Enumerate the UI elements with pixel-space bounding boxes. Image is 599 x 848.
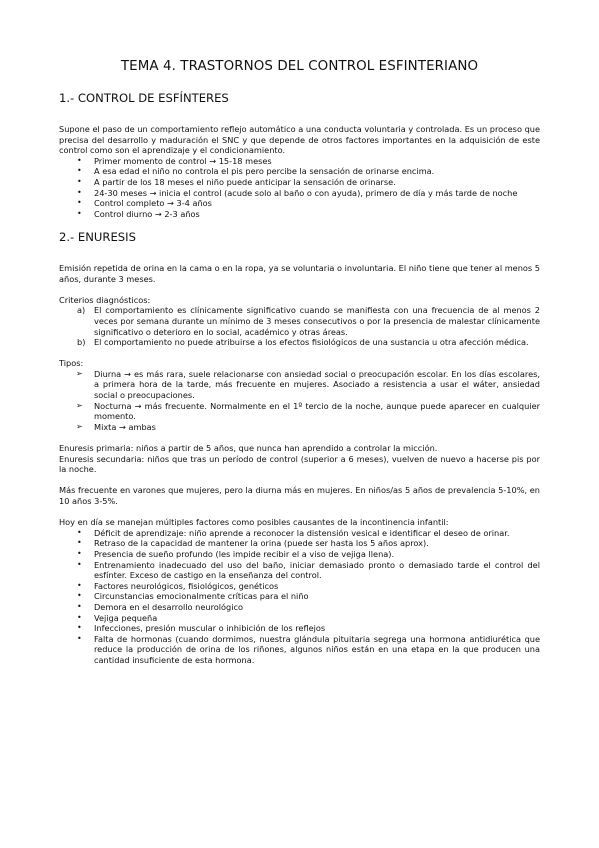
factors-intro: Hoy en día se manejan múltiples factores como posibles causantes de la incontinencia infantil: [59,517,449,528]
list-item: b) El comportamiento no puede atribuirse a los efectos fisiológicos de una sustancia u otra afección médica. [77,337,529,348]
bullet-marker: • [77,580,82,590]
section2-intro: Emisión repetida de orina en la cama o en la ropa, ya se voluntaria o involuntaria. El niño tiene que tener al menos 5 años, durante 3 meses. [59,262,540,284]
list-item: • Déficit de aprendizaje: niño aprende a reconocer la distensión vesical e identificar el deseo de orinar. [77,527,510,538]
list-item: • Control diurno → 2-3 años [77,208,200,219]
primary-enuresis: Enuresis primaria: niños a partir de 5 años, que nunca han aprendido a controlar la micción. [59,443,438,454]
list-item: • Control completo → 3-4 años [77,198,212,209]
section1-heading: 1.- CONTROL DE ESFÍNTERES [59,91,229,105]
list-item: ➢ Nocturna → más frecuente. Normalmente en el 1º tercio de la noche, aunque puede aparecer en cualquier momento. [76,400,540,422]
list-item: • A partir de los 18 meses el niño puede anticipar la sensación de orinarse. [77,176,396,187]
list-item: • Circunstancias emocionalmente críticas para el niño [77,591,309,602]
list-item: ➢ Diurna → es más rara, suele relacionarse con ansiedad social o preocupación escolar. En los días escolares, a primera hora de la tarde, más frecuente en mujeres. Asociado a resistencia a usar el wáter, ansiedad social o preocupaciones. [76,368,540,401]
list-item: • Demora en el desarrollo neurológico [77,601,244,612]
bullet-marker: • [77,623,82,633]
bullet-marker: • [77,527,82,537]
list-item: • Presencia de sueño profundo (les impide recibir el a viso de vejiga llena). [77,548,395,559]
criteria-list [59,305,540,347]
bullet-marker: • [77,591,82,601]
bullet-marker: • [77,155,82,165]
arrow-bullet-icon: ➢ [76,400,83,410]
page-title: TEMA 4. TRASTORNOS DEL CONTROL ESFINTERIANO [120,59,479,74]
section1-bullet-list [59,156,540,220]
section1-intro: Supone el paso de un comportamiento reflejo automático a una conducta voluntaria y controlada. Es un proceso que precisa del desarrollo y maduración el SNC y que depende de otros factores importantes en la adquisición de este control como son el aprendizaje y el condicionamiento. [59,124,540,156]
bullet-marker: • [77,198,82,208]
list-item: • 24-30 meses → inicia el control (acude solo al baño o con ayuda), primero de día y más tarde de noche [77,187,518,198]
factors-list [59,528,540,666]
bullet-marker: • [77,538,82,548]
bullet-marker: • [77,601,82,611]
arrow-bullet-icon: ➢ [76,421,83,431]
types-list [59,369,540,433]
list-item: a) El comportamiento es clínicamente significativo cuando se manifiesta con una frecuencia de al menos 2 veces por semana durante un mínimo de 3 meses consecutivos o por la presencia de malestar clínicamente significativo o deterioro en lo social, académico y otras áreas. [77,305,540,337]
list-item: ➢ Mixta → ambas [76,421,156,432]
list-item: • Primer momento de control → 15-18 meses [77,155,272,166]
bullet-marker: • [77,166,82,176]
bullet-marker: • [77,187,82,197]
secondary-enuresis: Enuresis secundaria: niños que tras un período de control (superior a 6 meses), vuelven de nuevo a hacerse pis por la noche. [59,453,540,475]
bullet-marker: • [77,208,82,218]
bullet-marker: • [77,559,82,569]
list-marker: b) [77,337,86,348]
list-item: • Falta de hormonas (cuando dormimos, nuestra glándula pituitaria segrega una hormona antidiurética que reduce la producción de orina de los riñones, algunos niños están en una etapa en la que producen una cantidad insuficiente de esta hormona. [77,633,540,665]
types-label: Tipos: [59,358,84,369]
list-item: • Retraso de la capacidad de mantener la orina (puede ser hasta los 5 años aprox). [77,538,429,549]
list-item: • A esa edad el niño no controla el pis pero percibe la sensación de orinarse encima. [77,166,435,177]
list-item: • Entrenamiento inadecuado del uso del baño, iniciar demasiado pronto o demasiado tarde el control del esfínter. Exceso de castigo en la enseñanza del control. [77,559,540,581]
list-item: • Infecciones, presión muscular o inhibición de los reflejos [77,623,326,634]
arrow-bullet-icon: ➢ [76,368,83,378]
section2-heading: 2.- ENURESIS [59,229,136,244]
bullet-marker: • [77,548,82,558]
bullet-marker: • [77,633,82,643]
bullet-marker: • [77,612,82,622]
prevalence-paragraph: Más frecuente en varones que mujeres, pero la diurna más en mujeres. En niños/as 5 años de prevalencia 5-10%, en 10 años 3-5%. [59,485,540,506]
list-item: • Factores neurológicos, fisiológicos, genéticos [77,580,279,591]
criteria-label: Criterios diagnósticos: [59,294,151,305]
list-marker: a) [77,305,86,316]
bullet-marker: • [77,176,82,186]
list-item: • Vejiga pequeña [77,612,158,623]
